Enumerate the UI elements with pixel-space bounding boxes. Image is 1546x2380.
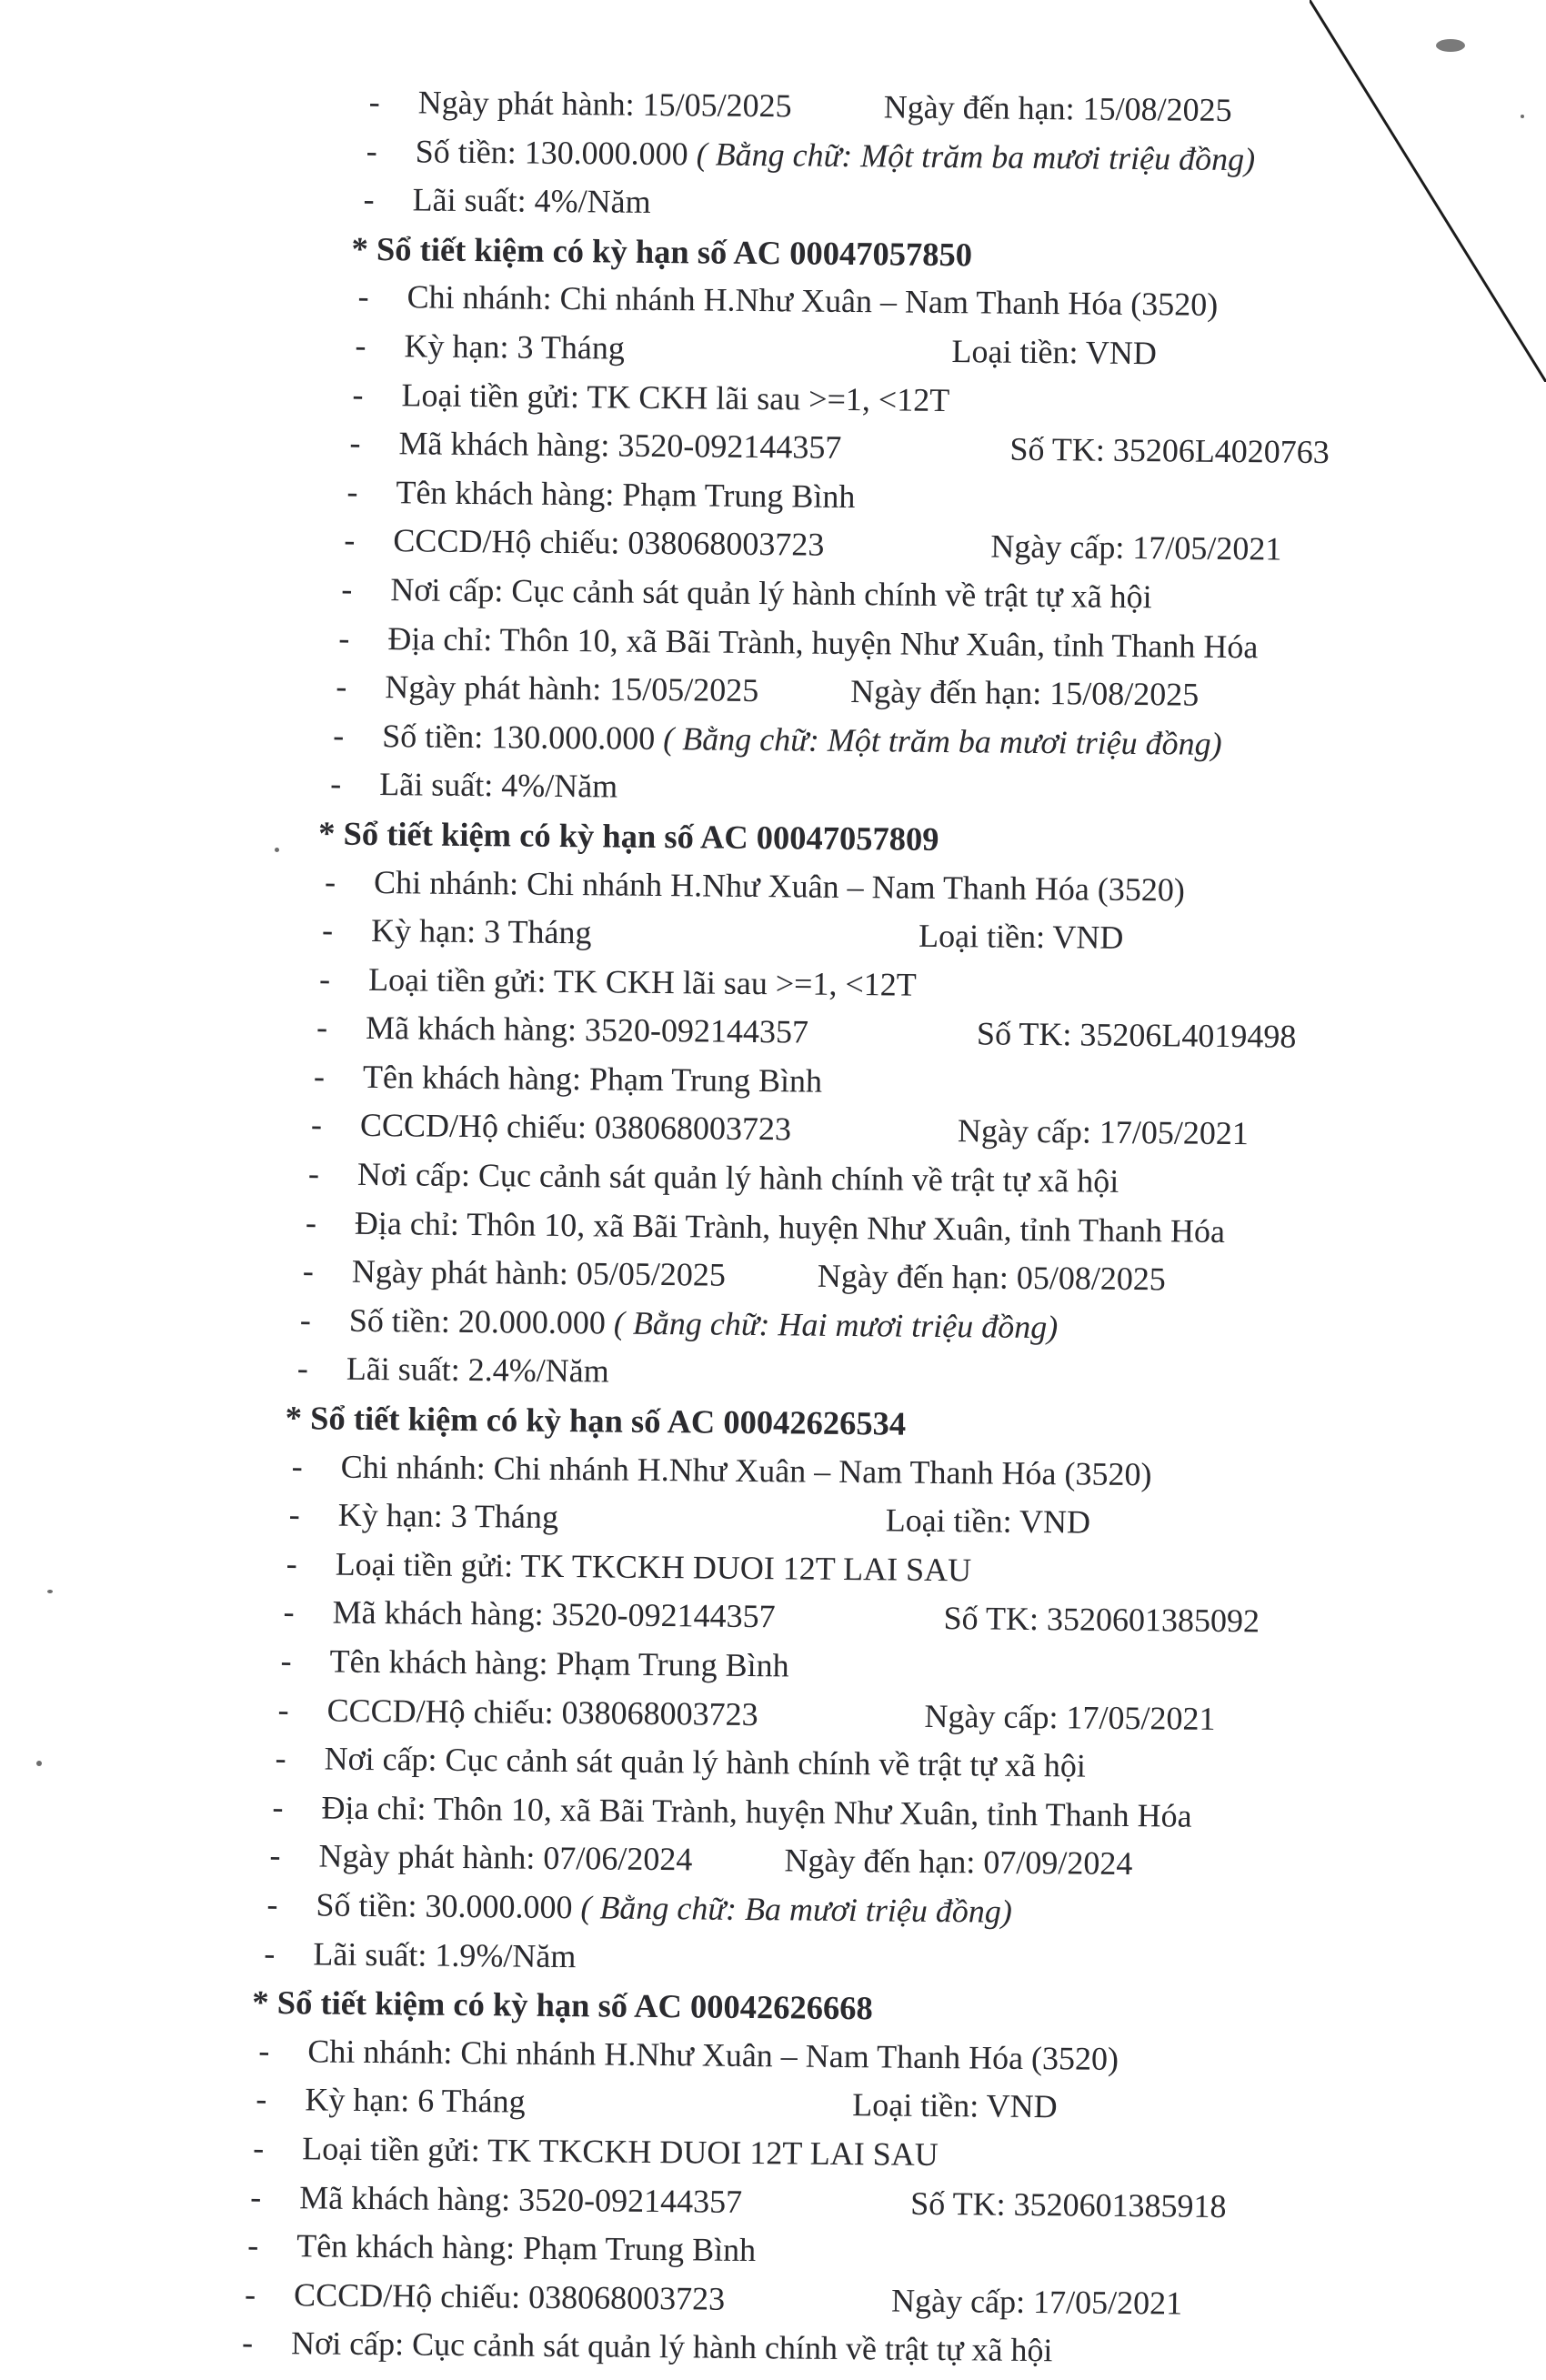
field-value: Địa chỉ: Thôn 10, xã Bãi Trành, huyện Như Xuân, tỉnh Thanh Hóa [321, 1789, 1192, 1834]
bullet-dash: - [247, 2226, 259, 2264]
bullet-dash: - [316, 1009, 328, 1046]
bullet-dash: - [258, 2032, 270, 2069]
field-value: Chi nhánh: Chi nhánh H.Như Xuân – Nam Thanh Hóa (3520) [407, 278, 1219, 324]
bullet-dash: - [286, 1544, 297, 1582]
field-value: Mã khách hàng: 3520-092144357 [398, 425, 842, 467]
field-text [407, 274, 1218, 330]
bullet-dash: - [296, 1350, 309, 1387]
bullet-dash: - [253, 2129, 265, 2166]
bullet-dash: - [241, 2324, 254, 2362]
bullet-dash: - [357, 278, 369, 316]
heading-text: * Sổ tiết kiệm có kỳ hạn số AC 00042626668 [252, 1983, 873, 2027]
field-text [296, 2222, 756, 2275]
field-value: Chi nhánh: Chi nhánh H.Như Xuân – Nam Thanh Hóa (3520) [340, 1448, 1152, 1492]
field-value: CCCD/Hộ chiếu: 038068003723 [293, 2275, 726, 2317]
field-value: Loại tiền gửi: TK TKCKH DUOI 12T LAI SAU [335, 1545, 972, 1589]
field-secondary-value: Ngày đến hạn: 07/09/2024 [784, 1842, 1133, 1883]
field-value: Nơi cấp: Cục cảnh sát quản lý hành chính về trật tự xã hội [290, 2325, 1053, 2369]
bullet-dash: - [283, 1593, 295, 1631]
field-text [368, 956, 917, 1009]
field-secondary-value: Ngày đến hạn: 05/08/2025 [817, 1257, 1167, 1298]
field-text [307, 2027, 1119, 2084]
field-value: Loại tiền gửi: TK CKH lãi sau >=1, <12T [401, 376, 950, 418]
field-text [374, 858, 1185, 914]
field-text [294, 2271, 725, 2324]
bullet-dash: - [341, 570, 353, 608]
field-value: Ngày phát hành: 15/05/2025 [385, 668, 759, 709]
field-secondary-value: Ngày đến hạn: 15/08/2025 [850, 673, 1200, 713]
bullet-dash: - [277, 1691, 289, 1728]
field-text [371, 907, 592, 958]
bullet-dash: - [324, 862, 336, 900]
field-text [398, 419, 841, 472]
field-value: Số tiền: 130.000.000 [415, 132, 697, 172]
field-text [385, 663, 758, 716]
field-value: Nơi cấp: Cục cảnh sát quản lý hành chính về trật tự xã hội [324, 1740, 1087, 1784]
field-text [316, 1881, 1012, 1936]
heading-text: * Sổ tiết kiệm có kỳ hạn số AC 00047057809 [318, 814, 939, 858]
bullet-dash: - [264, 1934, 276, 1972]
field-value: Lãi suất: 1.9%/Năm [313, 1934, 577, 1974]
field-value: Nơi cấp: Cục cảnh sát quản lý hành chính về trật tự xã hội [356, 1155, 1119, 1200]
field-value: Số tiền: 30.000.000 [316, 1886, 581, 1926]
field-secondary-value: Ngày cấp: 17/05/2021 [990, 527, 1282, 567]
field-secondary-value: Loại tiền: VND [951, 333, 1158, 372]
field-text [382, 712, 1222, 768]
field-value: CCCD/Hộ chiếu: 038068003723 [393, 522, 825, 564]
field-secondary-value: Số TK: 35206L4019498 [976, 1015, 1297, 1056]
amount-in-words: ( Bằng chữ: Hai mươi triệu đồng) [613, 1304, 1059, 1346]
field-text [366, 1004, 808, 1057]
field-value: Kỳ hạn: 3 Tháng [404, 327, 626, 367]
amount-in-words: ( Bằng chữ: Một trăm ba mươi triệu đồng) [696, 135, 1256, 177]
field-secondary-value: Ngày đến hạn: 15/08/2025 [883, 88, 1232, 129]
bullet-dash: - [310, 1106, 323, 1143]
field-secondary-value: Loại tiền: VND [852, 2086, 1058, 2125]
field-text [318, 1833, 692, 1885]
field-text [291, 2320, 1053, 2376]
bullet-dash: - [363, 181, 375, 218]
field-text [321, 1783, 1192, 1841]
bullet-dash: - [291, 1447, 303, 1484]
field-value: Tên khách hàng: Phạm Trung Bình [329, 1642, 789, 1684]
field-text [417, 78, 791, 131]
field-text [379, 760, 617, 811]
field-text [396, 468, 855, 521]
field-text [415, 127, 1255, 184]
field-value: Mã khách hàng: 3520-092144357 [365, 1009, 809, 1050]
bullet-dash: - [302, 1252, 315, 1290]
field-text [387, 615, 1259, 672]
field-text [393, 517, 824, 570]
field-value: Kỳ hạn: 3 Tháng [370, 912, 592, 951]
bullet-dash: - [349, 424, 361, 461]
field-value: Số tiền: 130.000.000 [382, 717, 664, 757]
field-value: Địa chỉ: Thôn 10, xã Bãi Trành, huyện Như Xuân, tỉnh Thanh Hóa [387, 619, 1259, 665]
bullet-dash: - [244, 2275, 256, 2313]
field-value: Tên khách hàng: Phạm Trung Bình [296, 2227, 757, 2269]
bullet-dash: - [313, 1058, 326, 1095]
bullet-dash: - [355, 326, 366, 364]
bullet-dash: - [266, 1885, 278, 1923]
field-text [390, 566, 1152, 622]
bullet-dash: - [280, 1642, 292, 1680]
field-value: Nơi cấp: Cục cảnh sát quản lý hành chính về trật tự xã hội [390, 571, 1152, 616]
bullet-dash: - [299, 1301, 312, 1339]
bullet-dash: - [352, 376, 364, 413]
field-text [401, 371, 949, 425]
field-text [302, 2124, 939, 2179]
field-value: Ngày phát hành: 07/06/2024 [318, 1837, 693, 1878]
field-text [355, 1199, 1226, 1256]
bullet-dash: - [321, 911, 334, 949]
bullet-dash: - [338, 619, 350, 657]
field-secondary-value: Số TK: 3520601385918 [910, 2184, 1227, 2224]
field-value: Mã khách hàng: 3520-092144357 [299, 2178, 743, 2220]
bullet-dash: - [344, 522, 356, 559]
bullet-dash: - [256, 2081, 267, 2118]
bullet-dash: - [250, 2178, 262, 2215]
savings-book-list [0, 75, 1546, 2380]
bullet-dash: - [305, 1203, 317, 1241]
field-value: Ngày phát hành: 05/05/2025 [351, 1253, 727, 1293]
field-text [337, 1491, 558, 1542]
field-text [404, 322, 625, 373]
field-text [326, 1686, 758, 1739]
field-value: Chi nhánh: Chi nhánh H.Như Xuân – Nam Thanh Hóa (3520) [307, 2033, 1119, 2077]
field-value: Lãi suất: 4%/Năm [412, 181, 651, 221]
field-value: Kỳ hạn: 6 Tháng [305, 2081, 526, 2120]
field-value: Lãi suất: 4%/Năm [379, 766, 618, 805]
field-value: Tên khách hàng: Phạm Trung Bình [362, 1058, 823, 1100]
bullet-dash: - [330, 765, 342, 802]
field-secondary-value: Số TK: 35206L4020763 [1009, 430, 1330, 471]
field-value: Tên khách hàng: Phạm Trung Bình [396, 473, 856, 515]
field-text [363, 1053, 822, 1106]
field-value: Loại tiền gửi: TK TKCKH DUOI 12T LAI SAU [302, 2130, 939, 2173]
amount-in-words: ( Bằng chữ: Ba mươi triệu đồng) [580, 1889, 1013, 1930]
field-text [357, 1150, 1119, 1207]
bullet-dash: - [275, 1740, 286, 1777]
field-text [305, 2076, 526, 2127]
field-value: Địa chỉ: Thôn 10, xã Bãi Trành, huyện Như Xuân, tỉnh Thanh Hóa [354, 1204, 1226, 1250]
field-value: CCCD/Hộ chiếu: 038068003723 [359, 1107, 792, 1148]
field-value: Số tiền: 20.000.000 [348, 1301, 615, 1341]
field-text [313, 1930, 576, 1981]
bullet-dash: - [272, 1788, 284, 1825]
field-text [341, 1442, 1152, 1499]
field-value: CCCD/Hộ chiếu: 038068003723 [326, 1692, 758, 1732]
field-text [349, 1297, 1059, 1352]
field-value: Loại tiền gửi: TK CKH lãi sau >=1, <12T [367, 960, 917, 1003]
field-text [352, 1248, 726, 1300]
bullet-dash: - [368, 83, 380, 121]
bullet-dash: - [307, 1155, 320, 1192]
field-value: Lãi suất: 2.4%/Năm [346, 1351, 609, 1390]
bullet-dash: - [318, 960, 331, 998]
heading-text: * Sổ tiết kiệm có kỳ hạn số AC 00047057850 [351, 229, 973, 274]
field-text [360, 1101, 791, 1154]
bullet-dash: - [333, 717, 345, 754]
field-value: Chi nhánh: Chi nhánh H.Như Xuân – Nam Thanh Hóa (3520) [373, 863, 1186, 909]
field-text [335, 1540, 971, 1594]
field-secondary-value: Ngày cấp: 17/05/2021 [890, 2282, 1183, 2322]
bullet-dash: - [288, 1496, 300, 1533]
field-secondary-value: Ngày cấp: 17/05/2021 [924, 1697, 1216, 1737]
field-text [329, 1638, 788, 1691]
field-text [324, 1735, 1086, 1792]
field-text [299, 2174, 742, 2226]
field-secondary-value: Số TK: 3520601385092 [943, 1600, 1260, 1640]
field-value: Mã khách hàng: 3520-092144357 [332, 1593, 776, 1635]
field-secondary-value: Loại tiền: VND [918, 917, 1124, 956]
bullet-dash: - [366, 132, 377, 169]
bullet-dash: - [346, 473, 358, 510]
field-value: Ngày phát hành: 15/05/2025 [417, 84, 792, 125]
heading-text: * Sổ tiết kiệm có kỳ hạn số AC 00042626534 [285, 1399, 907, 1442]
bullet-dash: - [269, 1837, 281, 1874]
field-text [332, 1589, 775, 1642]
bullet-dash: - [336, 668, 347, 705]
field-secondary-value: Loại tiền: VND [885, 1501, 1091, 1541]
field-secondary-value: Ngày cấp: 17/05/2021 [957, 1112, 1250, 1152]
field-value: Kỳ hạn: 3 Tháng [337, 1496, 559, 1536]
field-text [412, 176, 650, 227]
field-text [346, 1345, 609, 1396]
amount-in-words: ( Bằng chữ: Một trăm ba mươi triệu đồng) [663, 719, 1222, 762]
